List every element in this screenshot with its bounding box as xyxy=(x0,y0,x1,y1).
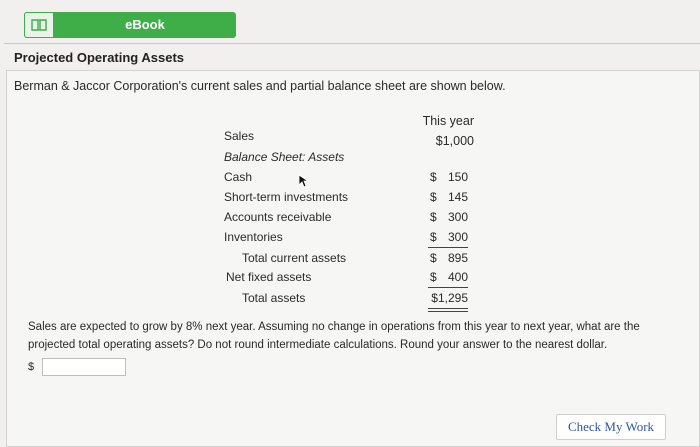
row-label-accounts-receivable: Accounts receivable xyxy=(224,210,332,224)
row-value-cash: $ 150 xyxy=(430,170,468,184)
row-label-inventories: Inventories xyxy=(224,230,283,244)
sales-value: $1,000 xyxy=(435,134,474,148)
mouse-cursor-icon xyxy=(298,174,310,188)
check-my-work-button[interactable]: Check My Work xyxy=(556,414,666,440)
book-icon xyxy=(24,12,54,38)
sales-label: Sales xyxy=(224,129,255,143)
row-label-cash: Cash xyxy=(224,170,253,184)
row-label-net-fixed-assets: Net fixed assets xyxy=(226,270,312,284)
column-header-this-year: This year xyxy=(422,114,474,128)
answer-input[interactable] xyxy=(42,358,126,376)
row-value-net-fixed-assets: $ 400 xyxy=(430,270,468,284)
row-label-total-current-assets: Total current assets xyxy=(242,251,347,265)
problem-panel xyxy=(6,70,700,447)
row-label-total-assets: Total assets xyxy=(242,291,306,305)
ebook-button[interactable] xyxy=(24,12,236,38)
header-divider xyxy=(4,43,700,44)
ebook-label: eBook xyxy=(125,17,165,32)
row-value-inventories: $ 300 xyxy=(430,230,468,244)
row-value-short-term-investments: $ 145 xyxy=(430,190,468,204)
problem-intro: Berman & Jaccor Corporation's current sales and partial balance sheet are shown below. xyxy=(14,79,506,93)
column-header xyxy=(414,111,474,151)
total-assets-double-underline-1 xyxy=(428,308,468,309)
balance-sheet-header: Balance Sheet: Assets xyxy=(224,150,345,164)
answer-currency: $ xyxy=(28,361,35,373)
row-value-total-current-assets: $ 895 xyxy=(430,251,468,265)
question-text: Sales are expected to grow by 8% next year. Assuming no change in operations from this year to next year, what are the projected total operating assets? Do not round intermediate calculations. Round your answer to the nearest dollar. xyxy=(28,321,640,351)
total-assets-double-underline-2 xyxy=(428,311,468,312)
row-value-accounts-receivable: $ 300 xyxy=(430,210,468,224)
row-label-short-term-investments: Short-term investments xyxy=(224,190,349,204)
answer-row xyxy=(28,358,126,376)
problem-title: Projected Operating Assets xyxy=(14,50,185,65)
row-value-total-assets: $1,295 xyxy=(431,291,468,305)
